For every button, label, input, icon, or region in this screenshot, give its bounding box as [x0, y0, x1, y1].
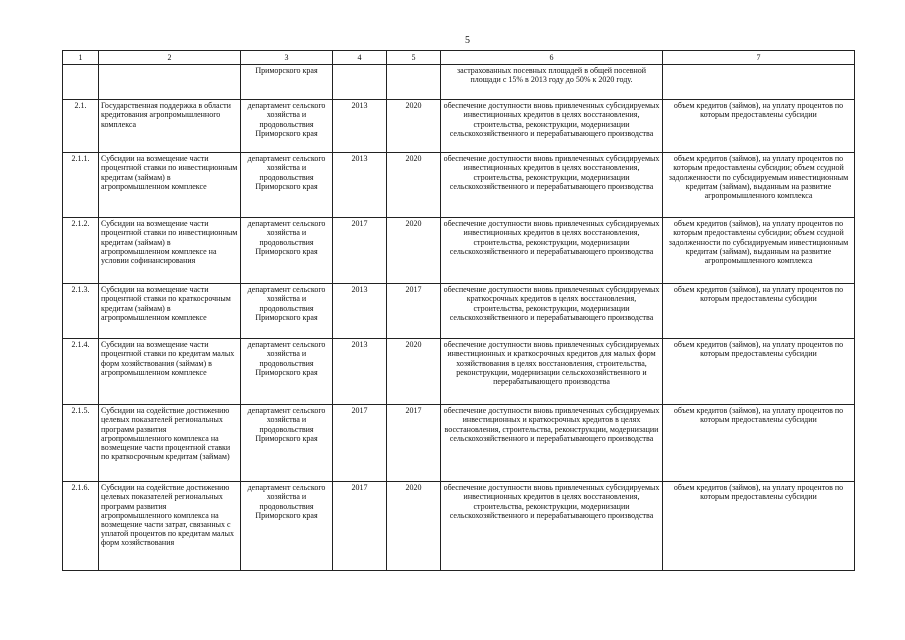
expected-result: обеспечение доступности вновь привлеченных субсидируемых инвестиционных кредитов в целях восстановления, строительства, реконструкции, модернизации сельскохозяйственного и перерабатывающего производства — [441, 153, 663, 218]
indicator: объем кредитов (займов), на уплату процентов по которым предоставлены субсидии — [663, 339, 855, 405]
start-year: 2013 — [333, 100, 387, 153]
executor: департамент сельского хозяйства и продовольствия Приморского края — [241, 218, 333, 284]
expected-result: обеспечение доступности вновь привлеченных субсидируемых инвестиционных кредитов в целях восстановления, строительства, реконструкции, модернизации сельскохозяйственного и перерабатывающего производства — [441, 218, 663, 284]
header-row — [63, 51, 855, 65]
row-number: 2.1.2. — [63, 218, 99, 284]
executor: департамент сельского хозяйства и продовольствия Приморского края — [241, 100, 333, 153]
table-row — [63, 153, 855, 218]
measure-name: Субсидии на содействие достижению целевых показателей региональных программ развития агропромышленного комплекса на возмещение части процентной ставки по краткосрочным кредитам (займам) — [99, 405, 241, 482]
measure-name: Субсидии на возмещение части процентной ставки по краткосрочным кредитам (займам) в агропромышленном комплексе — [99, 284, 241, 339]
executor: департамент сельского хозяйства и продовольствия Приморского края — [241, 153, 333, 218]
expected-result: застрахованных посевных площадей в общей посевной площади с 15% в 2013 году до 50% к 2020 году. — [441, 65, 663, 100]
column-header: 5 — [387, 51, 441, 65]
executor: Приморского края — [241, 65, 333, 100]
expected-result: обеспечение доступности вновь привлеченных субсидируемых инвестиционных и краткосрочных кредитов в целях восстановления, строительства, реконструкции, модернизации сельскохозяйственного и перерабатывающего производства — [441, 405, 663, 482]
program-table — [62, 50, 855, 571]
indicator: объем кредитов (займов), на уплату процентов по которым предоставлены субсидии — [663, 405, 855, 482]
table-row — [63, 405, 855, 482]
indicator: объем кредитов (займов), на уплату процентов по которым предоставлены субсидии; объем ссудной задолженности по субсидируемым инвестиционным кредитам (займам), выданным на развитие агропромышленного комплекса — [663, 153, 855, 218]
end-year: 2020 — [387, 100, 441, 153]
table-row — [63, 482, 855, 571]
indicator: объем кредитов (займов), на уплату процентов по которым предоставлены субсидии — [663, 482, 855, 571]
column-header: 2 — [99, 51, 241, 65]
measure-name — [99, 65, 241, 100]
row-number: 2.1. — [63, 100, 99, 153]
row-number: 2.1.3. — [63, 284, 99, 339]
executor: департамент сельского хозяйства и продовольствия Приморского края — [241, 284, 333, 339]
table-row — [63, 65, 855, 100]
page-number: 5 — [465, 35, 470, 46]
start-year: 2013 — [333, 284, 387, 339]
column-header: 6 — [441, 51, 663, 65]
row-number: 2.1.1. — [63, 153, 99, 218]
end-year: 2020 — [387, 218, 441, 284]
end-year: 2017 — [387, 284, 441, 339]
table-row — [63, 100, 855, 153]
row-number: 2.1.4. — [63, 339, 99, 405]
expected-result: обеспечение доступности вновь привлеченных субсидируемых инвестиционных кредитов в целях восстановления, строительства, реконструкции, модернизации сельскохозяйственного и перерабатывающего производства — [441, 100, 663, 153]
start-year: 2017 — [333, 482, 387, 571]
measure-name: Субсидии на возмещение части процентной ставки по кредитам малых форм хозяйствования (займам) в агропромышленном комплексе — [99, 339, 241, 405]
end-year: 2020 — [387, 482, 441, 571]
measure-name: Субсидии на возмещение части процентной ставки по инвестиционным кредитам (займам) в агропромышленном комплексе на условии софинансирования — [99, 218, 241, 284]
expected-result: обеспечение доступности вновь привлеченных субсидируемых краткосрочных кредитов в целях восстановления, строительства, реконструкции, модернизации сельскохозяйственного и перерабатывающего производства — [441, 284, 663, 339]
column-header: 3 — [241, 51, 333, 65]
expected-result: обеспечение доступности вновь привлеченных субсидируемых инвестиционных кредитов в целях восстановления, строительства, реконструкции, модернизации сельскохозяйственного и перерабатывающего производства — [441, 482, 663, 571]
measure-name: Субсидии на содействие достижению целевых показателей региональных программ развития агропромышленного комплекса на возмещение части затрат, связанных с уплатой процентов по кредитам малых форм хозяйствования — [99, 482, 241, 571]
executor: департамент сельского хозяйства и продовольствия Приморского края — [241, 482, 333, 571]
row-number — [63, 65, 99, 100]
start-year: 2017 — [333, 405, 387, 482]
start-year — [333, 65, 387, 100]
table-row — [63, 284, 855, 339]
start-year: 2017 — [333, 218, 387, 284]
row-number: 2.1.6. — [63, 482, 99, 571]
start-year: 2013 — [333, 339, 387, 405]
indicator: объем кредитов (займов), на уплату процентов по которым предоставлены субсидии — [663, 284, 855, 339]
column-header: 1 — [63, 51, 99, 65]
measure-name: Субсидии на возмещение части процентной ставки по инвестиционным кредитам (займам) в агропромышленном комплексе — [99, 153, 241, 218]
column-header: 7 — [663, 51, 855, 65]
executor: департамент сельского хозяйства и продовольствия Приморского края — [241, 405, 333, 482]
measure-name: Государственная поддержка в области кредитования агропромышленного комплекса — [99, 100, 241, 153]
table-row — [63, 339, 855, 405]
end-year: 2020 — [387, 153, 441, 218]
end-year: 2017 — [387, 405, 441, 482]
executor: департамент сельского хозяйства и продовольствия Приморского края — [241, 339, 333, 405]
end-year — [387, 65, 441, 100]
column-header: 4 — [333, 51, 387, 65]
expected-result: обеспечение доступности вновь привлеченных субсидируемых инвестиционных и краткосрочных кредитов для малых форм хозяйствования в целях восстановления, строительства, реконструкции, модернизации сельскохозяйственного и перерабатывающего производства — [441, 339, 663, 405]
row-number: 2.1.5. — [63, 405, 99, 482]
end-year: 2020 — [387, 339, 441, 405]
indicator: объем кредитов (займов), на уплату процентов по которым предоставлены субсидии; объем ссудной задолженности по субсидируемым инвестиционным кредитам (займам), выданным на развитие агропромышленного комплекса — [663, 218, 855, 284]
indicator — [663, 65, 855, 100]
table-row — [63, 218, 855, 284]
start-year: 2013 — [333, 153, 387, 218]
indicator: объем кредитов (займов), на уплату процентов по которым предоставлены субсидии — [663, 100, 855, 153]
